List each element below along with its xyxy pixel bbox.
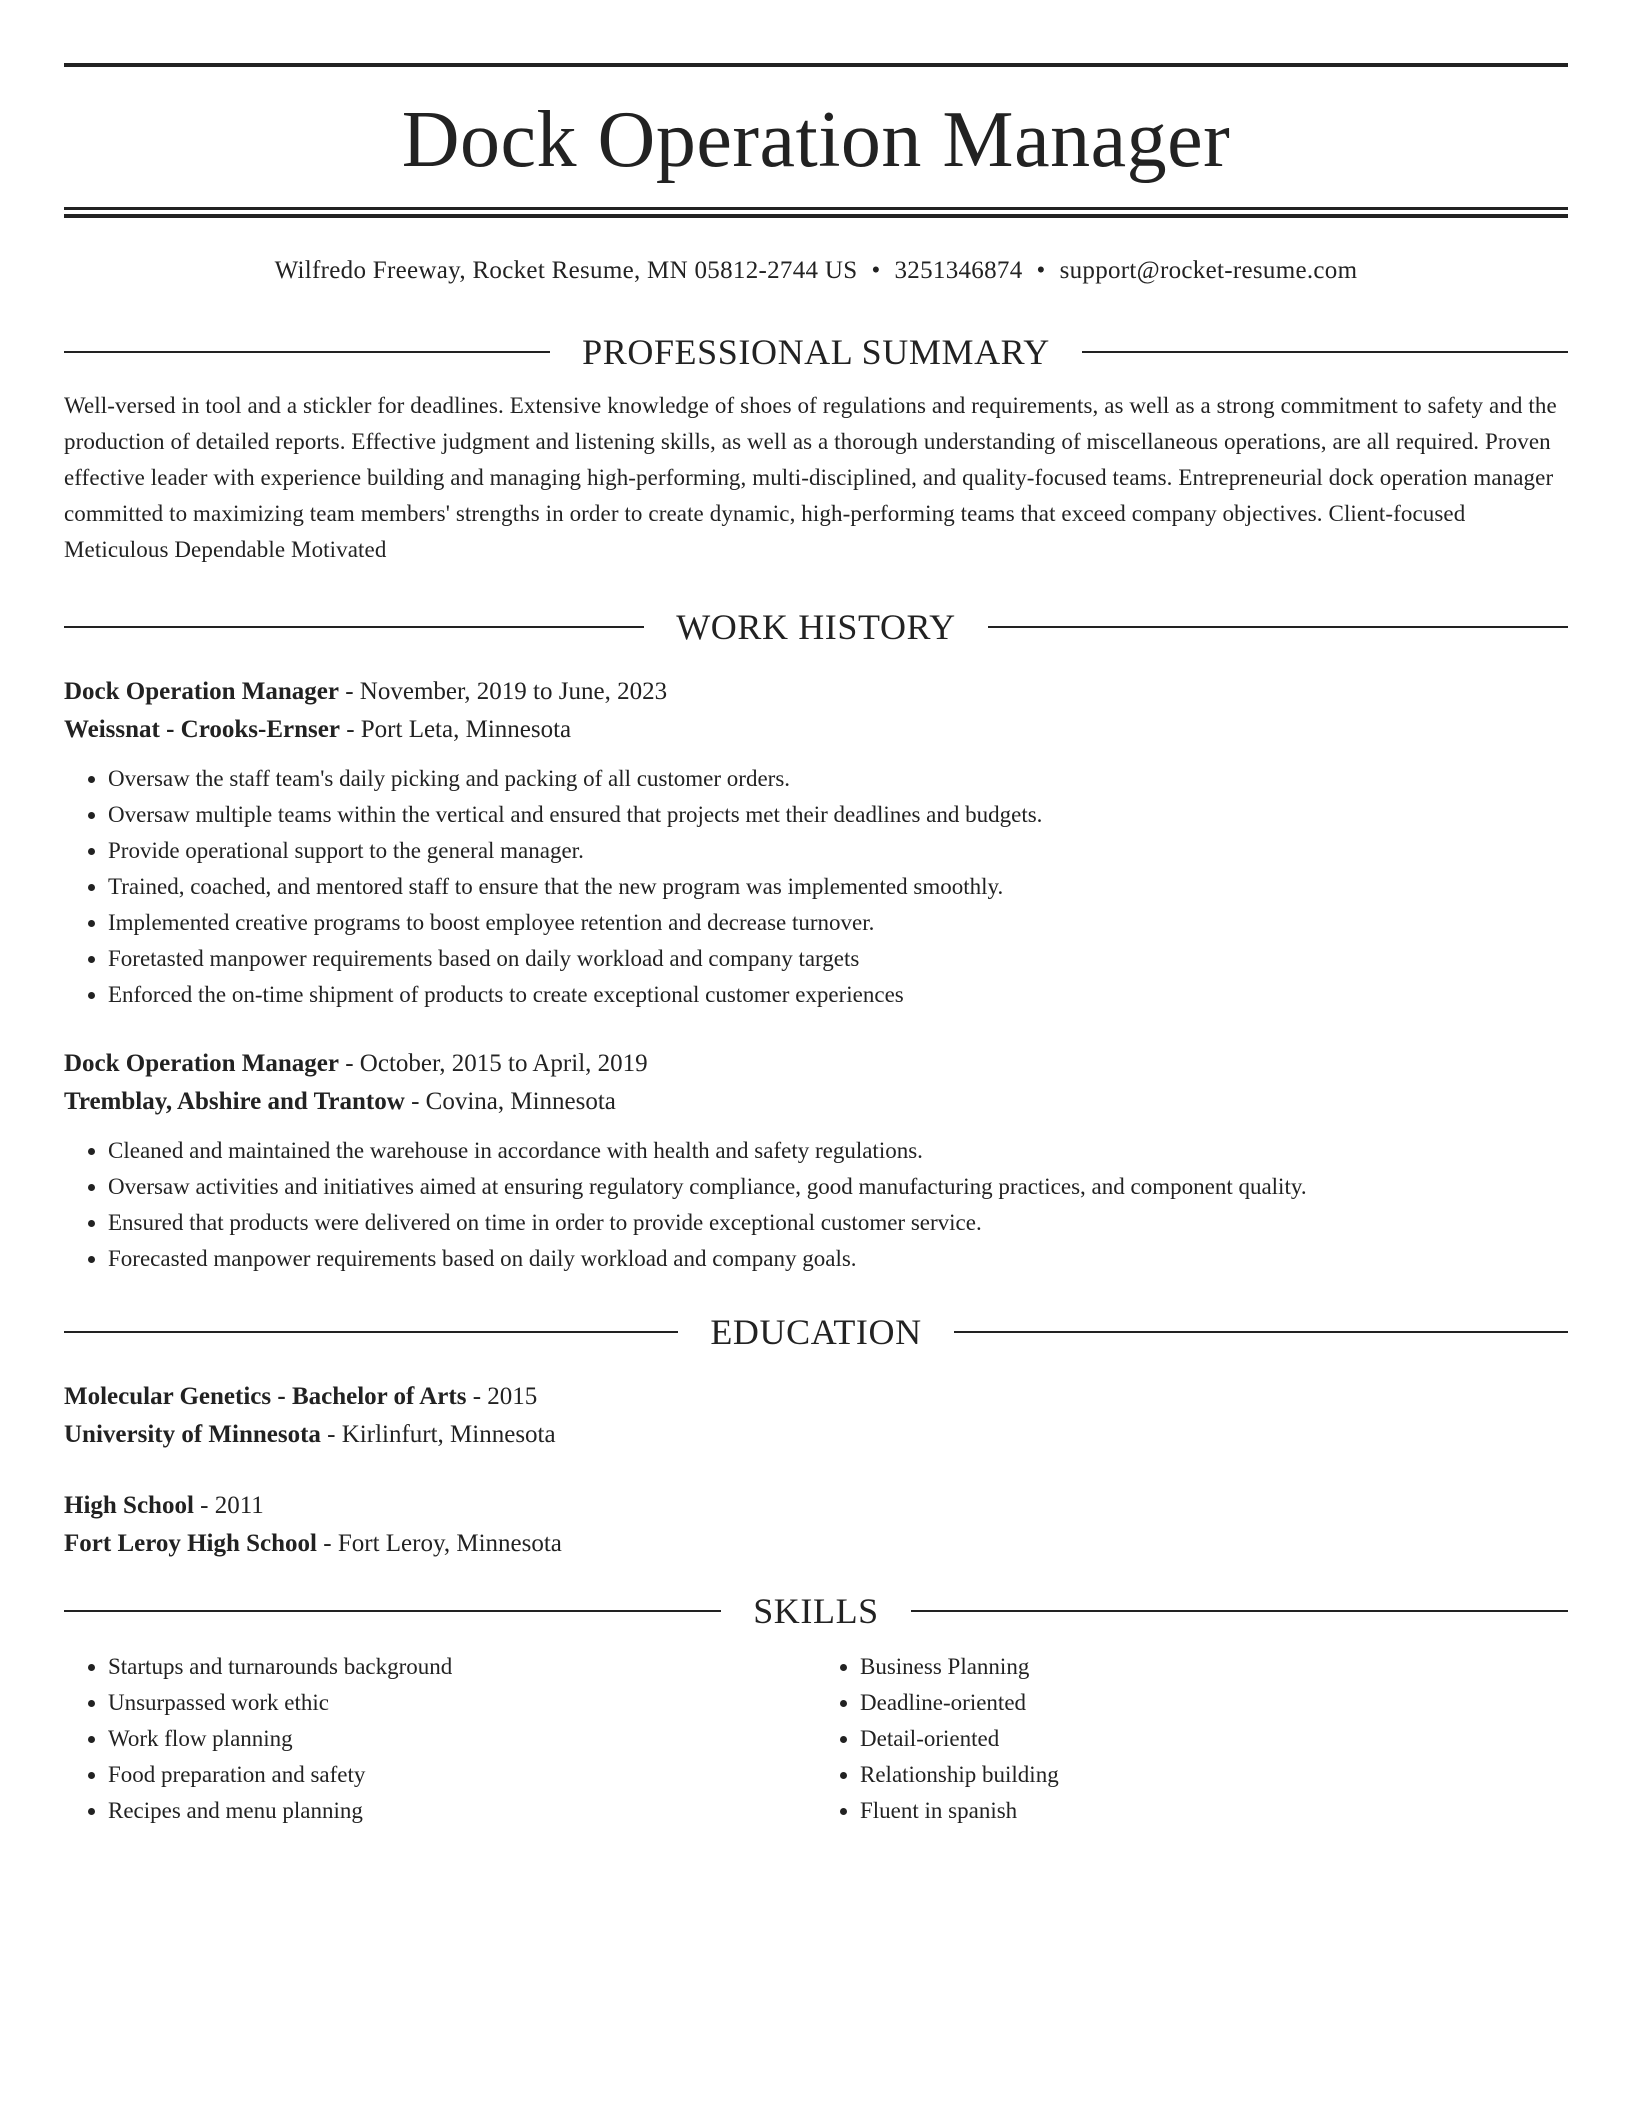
header-rule-left	[64, 626, 644, 628]
education-header	[64, 1310, 1568, 1354]
job-location: - Covina, Minnesota	[404, 1088, 616, 1115]
job-duties-list	[64, 1133, 1568, 1277]
contact-email: support@rocket-resume.com	[1059, 257, 1358, 284]
education-entry	[64, 1378, 1568, 1454]
list-item: • Unsurpassed work ethic	[108, 1685, 816, 1721]
list-item: • Provide operational support to the general manager.	[108, 833, 1568, 869]
education-title: EDUCATION	[710, 1312, 922, 1352]
education-school-line	[64, 1416, 1568, 1454]
job-duties-list	[64, 761, 1568, 1013]
job-company: Tremblay, Abshire and Trantow	[64, 1088, 405, 1115]
job-title-line	[64, 1045, 1568, 1083]
list-item: • Foretasted manpower requirements based on daily workload and company targets	[108, 941, 1568, 977]
education-degree-line	[64, 1378, 1568, 1416]
job-company-line	[64, 1083, 1568, 1121]
summary-title: PROFESSIONAL SUMMARY	[582, 332, 1050, 372]
education-school: University of Minnesota	[64, 1421, 321, 1448]
skills-columns	[64, 1649, 1568, 1829]
skills-header	[64, 1589, 1568, 1633]
list-item: • Startups and turnarounds background	[108, 1649, 816, 1685]
list-item: • Cleaned and maintained the warehouse in accordance with health and safety regulations.	[108, 1133, 1568, 1169]
skills-title: SKILLS	[753, 1591, 879, 1631]
header-rule-right	[911, 1610, 1568, 1612]
header-rule-right	[954, 1331, 1568, 1333]
skills-section	[64, 1589, 1568, 1829]
list-item: • Fluent in spanish	[860, 1793, 1568, 1829]
skills-list-right	[816, 1649, 1568, 1829]
list-item: • Work flow planning	[108, 1721, 816, 1757]
skills-list-left	[64, 1649, 816, 1829]
job-role: Dock Operation Manager	[64, 1050, 339, 1077]
list-item: • Food preparation and safety	[108, 1757, 816, 1793]
header-rule-left	[64, 1610, 721, 1612]
job-dates: - November, 2019 to June, 2023	[338, 678, 668, 705]
education-year: - 2015	[466, 1383, 538, 1410]
contact-line	[64, 254, 1568, 288]
job-company: Weissnat - Crooks-Ernser	[64, 716, 340, 743]
education-year: - 2011	[193, 1492, 264, 1519]
summary-text: Well-versed in tool and a stickler for deadlines. Extensive knowledge of shoes of regulations and requirements, as well as a strong commitment to safety and the production of detailed reports. Effective judgment and listening skills, as well as a thorough understanding of miscellaneous operations, are all required. Proven effective leader with experience building and managing high-performing, multi-disciplined, and quality-focused teams. Entrepreneurial dock operation manager committed to maximizing team members' strengths in order to create dynamic, high-performing teams that exceed company objectives. Client-focused Meticulous Dependable Motivated	[64, 393, 1557, 562]
top-rule	[64, 63, 1568, 67]
education-degree: High School	[64, 1492, 194, 1519]
summary-header	[64, 330, 1568, 374]
work-history-header	[64, 605, 1568, 649]
list-item: • Implemented creative programs to boost employee retention and decrease turnover.	[108, 905, 1568, 941]
list-item: • Oversaw activities and initiatives aimed at ensuring regulatory compliance, good manufacturing practices, and component quality.	[108, 1169, 1568, 1205]
work-history-title: WORK HISTORY	[676, 607, 956, 647]
list-item: • Recipes and menu planning	[108, 1793, 816, 1829]
job-title-line	[64, 673, 1568, 711]
job-dates: - October, 2015 to April, 2019	[338, 1050, 648, 1077]
summary-section	[64, 330, 1568, 568]
contact-address: Wilfredo Freeway, Rocket Resume, MN 05812-2744 US	[274, 257, 858, 284]
list-item: • Ensured that products were delivered on time in order to provide exceptional customer service.	[108, 1205, 1568, 1241]
education-degree-line	[64, 1487, 1568, 1525]
list-item: • Detail-oriented	[860, 1721, 1568, 1757]
list-item: • Oversaw the staff team's daily picking and packing of all customer orders.	[108, 761, 1568, 797]
header-rule-left	[64, 351, 550, 353]
job-location: - Port Leta, Minnesota	[339, 716, 572, 743]
list-item: • Oversaw multiple teams within the vertical and ensured that projects met their deadlines and budgets.	[108, 797, 1568, 833]
list-item: • Enforced the on-time shipment of products to create exceptional customer experiences	[108, 977, 1568, 1013]
job-entry	[64, 673, 1568, 1013]
resume-name: Dock Operation Manager	[401, 96, 1231, 184]
contact-phone: 3251346874	[894, 257, 1023, 284]
contact-separator: •	[871, 257, 881, 284]
contact-separator: •	[1036, 257, 1046, 284]
header-rule-right	[988, 626, 1568, 628]
header-rule-left	[64, 1331, 678, 1333]
list-item: • Trained, coached, and mentored staff to ensure that the new program was implemented smoothly.	[108, 869, 1568, 905]
double-rule	[64, 207, 1568, 218]
education-school-line	[64, 1525, 1568, 1563]
list-item: • Forecasted manpower requirements based on daily workload and company goals.	[108, 1241, 1568, 1277]
job-company-line	[64, 711, 1568, 749]
education-entry	[64, 1487, 1568, 1563]
education-location: - Kirlinfurt, Minnesota	[320, 1421, 556, 1448]
education-section	[64, 1310, 1568, 1563]
list-item: • Business Planning	[860, 1649, 1568, 1685]
job-role: Dock Operation Manager	[64, 678, 339, 705]
job-entry	[64, 1045, 1568, 1277]
list-item: • Deadline-oriented	[860, 1685, 1568, 1721]
list-item: • Relationship building	[860, 1757, 1568, 1793]
education-school: Fort Leroy High School	[64, 1530, 318, 1557]
work-history-section	[64, 605, 1568, 1277]
education-location: - Fort Leroy, Minnesota	[317, 1530, 562, 1557]
education-degree: Molecular Genetics - Bachelor of Arts	[64, 1383, 467, 1410]
header-rule-right	[1082, 351, 1568, 353]
